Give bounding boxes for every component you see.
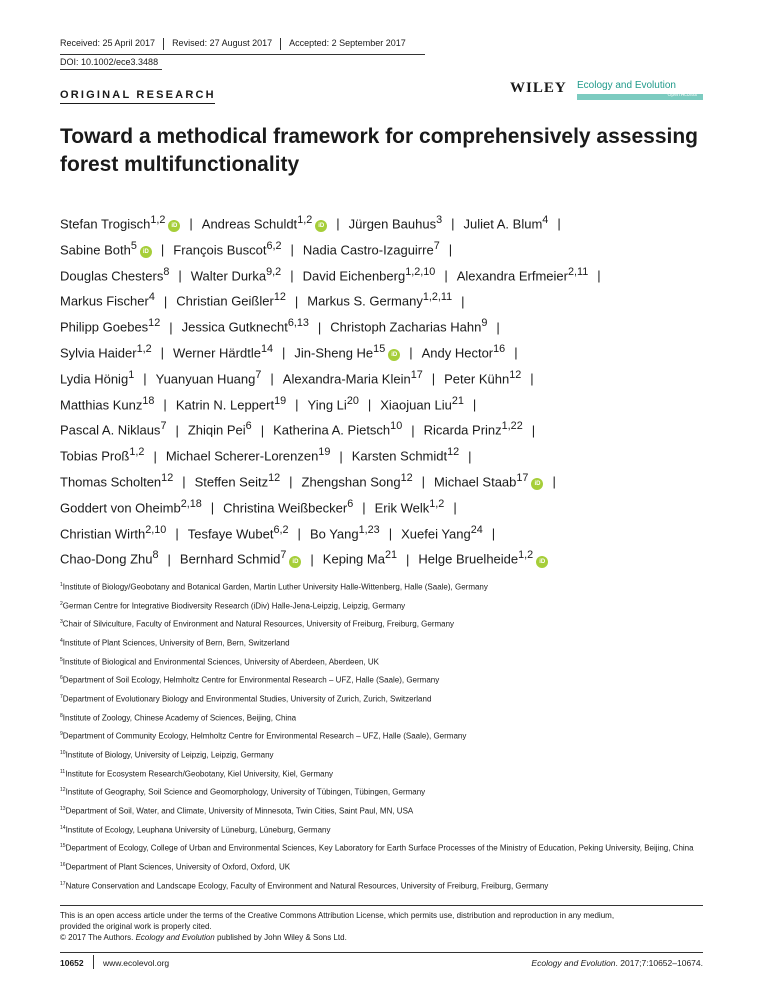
- affiliation-superscript: 15: [373, 342, 386, 355]
- affiliation-superscript: 2,18: [180, 497, 202, 510]
- author-separator: |: [189, 216, 193, 232]
- author-separator: |: [295, 396, 299, 412]
- author-name[interactable]: Ying Li: [307, 396, 347, 412]
- author-separator: |: [169, 319, 173, 335]
- author-name[interactable]: Erik Welk: [374, 500, 430, 516]
- author-separator: |: [210, 500, 215, 516]
- author-name[interactable]: Stefan Trogisch: [60, 216, 151, 232]
- affiliation-superscript: 1,2: [518, 549, 534, 562]
- affiliation: $^9$Department of Community Ecology, Helmholtz Centre for Environmental Research – UFZ, Halle (Saale), Germany: [60, 731, 467, 741]
- author-name[interactable]: Steffen Seitz: [194, 474, 269, 490]
- affiliation: $^1$Institute of Biology/Geobotany and Botanical Garden, Martin Luther University Halle-Wittenberg, Halle (Saale), Germany: [60, 582, 488, 592]
- author-name[interactable]: Matthias Kunz: [60, 396, 143, 412]
- author-name[interactable]: Andreas Schuldt: [201, 216, 298, 232]
- journal-citation: Ecology and Evolution. 2017;7:10652–10674.: [531, 958, 703, 968]
- affiliation-superscript: 12: [400, 471, 413, 484]
- affiliation: $^7$Department of Evolutionary Biology and Environmental Studies, University of Zurich, Zurich, Switzerland: [60, 693, 432, 704]
- author-name[interactable]: Tobias Proß: [60, 448, 130, 464]
- author-line: [60, 208, 720, 234]
- license-rule: [60, 905, 703, 906]
- affiliation-superscript: 9,2: [266, 265, 282, 278]
- author-name[interactable]: Xuefei Yang: [401, 525, 471, 541]
- author-name[interactable]: Nadia Castro-Izaguirre: [302, 242, 434, 258]
- author-name[interactable]: Christoph Zacharias Hahn: [330, 319, 482, 335]
- author-separator: |: [472, 396, 477, 412]
- author-separator: |: [282, 345, 286, 361]
- affiliation-superscript: 19: [274, 394, 287, 407]
- license-line: This is an open access article under the terms of the Creative Commons Attribution License, which permits use, distribution and reproduction in any medium,: [60, 911, 615, 920]
- affiliation-list: [60, 580, 720, 897]
- footer-divider: [93, 955, 94, 969]
- divider: [280, 38, 281, 50]
- author-name[interactable]: Lydia Hönig: [60, 371, 129, 387]
- publication-dates: [60, 38, 406, 50]
- affiliation-superscript: 1,23: [358, 523, 380, 536]
- author-line: [60, 466, 720, 492]
- affiliation: $^{17}$Nature Conservation and Landscape Ecology, Faculty of Environment and Natural Resources, University of Freiburg, Freiburg, Germany: [60, 880, 549, 891]
- author-separator: |: [317, 319, 322, 335]
- author-separator: |: [294, 293, 299, 309]
- revised-date: Revised: 27 August 2017: [172, 38, 273, 48]
- affiliation: $^8$Institute of Zoology, Chinese Academy of Sciences, Beijing, China: [60, 712, 297, 723]
- author-name[interactable]: Peter Kühn: [444, 371, 510, 387]
- author-list: [60, 208, 720, 569]
- author-separator: |: [388, 525, 393, 541]
- affiliation-superscript: 4: [542, 214, 549, 226]
- author-name[interactable]: Christian Geißler: [176, 293, 274, 309]
- author-name[interactable]: Markus S. Germany: [307, 293, 423, 309]
- author-name[interactable]: Alexandra-Maria Klein: [282, 371, 411, 387]
- affiliation: $^5$Institute of Biological and Environmental Sciences, University of Aberdeen, Aberdeen, UK: [60, 656, 379, 667]
- received-date: Received: 25 April 2017: [60, 38, 156, 48]
- affiliation-superscript: 1,2: [136, 342, 152, 355]
- author-separator: |: [290, 267, 294, 283]
- author-line: [60, 414, 720, 440]
- author-separator: |: [270, 371, 274, 387]
- affiliation-superscript: 17: [410, 368, 423, 381]
- author-name[interactable]: Jin-Sheng He: [294, 345, 374, 361]
- affiliation-superscript: 7: [280, 549, 287, 562]
- author-separator: |: [514, 345, 518, 361]
- author-separator: |: [153, 448, 157, 464]
- author-separator: |: [431, 371, 436, 387]
- author-name[interactable]: Yuanyuan Huang: [155, 371, 256, 387]
- orcid-icon[interactable]: iD: [289, 556, 301, 568]
- author-separator: |: [448, 242, 453, 258]
- author-separator: |: [160, 242, 165, 258]
- section-rule: [60, 103, 215, 104]
- author-separator: |: [411, 422, 415, 438]
- affiliation: $^{16}$Department of Plant Sciences, University of Oxford, Oxford, UK: [60, 861, 291, 872]
- orcid-icon[interactable]: iD: [536, 556, 548, 568]
- affiliation-superscript: 12: [273, 291, 286, 304]
- affiliation-superscript: 5: [130, 239, 137, 252]
- author-name[interactable]: Douglas Chesters: [60, 267, 164, 283]
- affiliation: $^{14}$Institute of Ecology, Leuphana University of Lüneburg, Lüneburg, Germany: [60, 824, 331, 835]
- author-name[interactable]: Jürgen Bauhus: [348, 216, 437, 232]
- license-notice: [60, 910, 710, 943]
- author-line: [60, 311, 720, 337]
- footer-rule: [60, 952, 703, 953]
- author-line: [60, 389, 720, 415]
- author-line: [60, 337, 720, 363]
- affiliation: $^6$Department of Soil Ecology, Helmholtz Centre for Environmental Research – UFZ, Halle (Saale), Germany: [60, 675, 440, 685]
- author-name[interactable]: Zhengshan Song: [301, 474, 401, 490]
- affiliation-superscript: 1,2,10: [405, 265, 436, 278]
- author-separator: |: [557, 216, 561, 232]
- author-name[interactable]: Thomas Scholten: [60, 474, 162, 490]
- affiliation-superscript: 19: [318, 446, 331, 459]
- author-separator: |: [297, 525, 301, 541]
- author-line: [60, 440, 720, 466]
- affiliation: $^{12}$Institute of Geography, Soil Science and Geomorphology, University of Tübingen, Tübingen, Germany: [60, 787, 426, 797]
- author-separator: |: [339, 448, 343, 464]
- affiliation-superscript: 2,11: [567, 265, 589, 278]
- affiliation-superscript: 12: [447, 446, 460, 459]
- author-separator: |: [421, 474, 425, 490]
- author-name[interactable]: Xiaojuan Liu: [380, 396, 452, 412]
- page-number: 10652: [60, 958, 84, 968]
- author-separator: |: [531, 422, 536, 438]
- author-name[interactable]: Karsten Schmidt: [351, 448, 448, 464]
- author-name[interactable]: Andy Hector: [421, 345, 494, 361]
- author-line: [60, 234, 720, 260]
- doi-rule: [60, 69, 162, 70]
- author-name[interactable]: Bo Yang: [309, 525, 359, 541]
- affiliation-superscript: 2,10: [145, 523, 167, 536]
- publisher-logo: WILEY: [510, 80, 567, 96]
- journal-website-link[interactable]: www.ecolevol.org: [103, 958, 170, 968]
- author-separator: |: [182, 474, 186, 490]
- affiliation-superscript: 17: [516, 471, 529, 484]
- author-name[interactable]: Helge Bruelheide: [418, 551, 519, 567]
- author-separator: |: [175, 422, 179, 438]
- author-name[interactable]: Philipp Goebes: [60, 319, 149, 335]
- affiliation: $^{15}$Department of Ecology, College of Urban and Environmental Sciences, Key Laboratory for Earth Surface Processes of the Ministry of Education, Peking University, Beijing, China: [60, 843, 694, 853]
- affiliation-superscript: 6: [245, 420, 252, 433]
- author-separator: |: [178, 267, 182, 283]
- author-separator: |: [260, 422, 265, 438]
- author-name[interactable]: Jessica Gutknecht: [181, 319, 288, 335]
- author-separator: |: [491, 525, 496, 541]
- author-separator: |: [496, 319, 500, 335]
- author-line: [60, 518, 720, 544]
- author-name[interactable]: Christina Weißbecker: [223, 500, 348, 516]
- author-name[interactable]: Alexandra Erfmeier: [456, 267, 568, 283]
- affiliation-superscript: 18: [142, 394, 155, 407]
- author-separator: |: [552, 474, 556, 490]
- affiliation-superscript: 1,2: [129, 446, 145, 459]
- affiliation: $^{10}$Institute of Biology, University of Leipzig, Leipzig, Germany: [60, 749, 274, 760]
- author-separator: |: [597, 267, 601, 283]
- author-separator: |: [530, 371, 534, 387]
- affiliation-superscript: 6,13: [287, 317, 309, 330]
- affiliation-superscript: 1,2: [429, 497, 445, 510]
- doi[interactable]: DOI: 10.1002/ece3.3488: [60, 57, 159, 67]
- affiliation: $^2$German Centre for Integrative Biodiversity Research (iDiv) Halle-Jena-Leipzig, Leipzig, Germany: [60, 600, 406, 611]
- affiliation-superscript: 1,22: [501, 420, 523, 433]
- article-title: Toward a methodical framework for comprehensively assessing forest multifunctionality: [60, 125, 698, 176]
- accepted-date: Accepted: 2 September 2017: [289, 38, 406, 48]
- orcid-icon[interactable]: iD: [315, 220, 327, 232]
- affiliation-superscript: 3: [436, 214, 443, 226]
- author-name[interactable]: Keping Ma: [322, 551, 385, 567]
- affiliation-superscript: 1,2: [297, 214, 313, 226]
- author-line: [60, 543, 720, 569]
- orcid-icon[interactable]: iD: [168, 220, 180, 232]
- author-separator: |: [163, 293, 168, 309]
- author-name[interactable]: Sylvia Haider: [60, 345, 137, 361]
- author-name[interactable]: Goddert von Oheimb: [60, 500, 181, 516]
- affiliation-superscript: 1: [128, 368, 135, 381]
- divider: [163, 38, 164, 50]
- affiliation-superscript: 4: [148, 291, 155, 304]
- author-name[interactable]: Zhiqin Pei: [187, 422, 246, 438]
- author-separator: |: [409, 345, 413, 361]
- author-line: [60, 363, 720, 389]
- affiliation-superscript: 1,2,11: [422, 291, 453, 304]
- author-separator: |: [453, 500, 457, 516]
- affiliation-superscript: 7: [160, 420, 167, 433]
- author-name[interactable]: Pascal A. Niklaus: [60, 422, 161, 438]
- author-separator: |: [362, 500, 366, 516]
- affiliation: $^4$Institute of Plant Sciences, University of Bern, Bern, Switzerland: [60, 637, 290, 648]
- affiliation-superscript: 7: [255, 368, 262, 381]
- author-name[interactable]: David Eichenberg: [302, 267, 406, 283]
- author-separator: |: [336, 216, 340, 232]
- author-name[interactable]: Katherina A. Pietsch: [273, 422, 391, 438]
- author-name[interactable]: Ricarda Prinz: [423, 422, 502, 438]
- affiliation: $^3$Chair of Silviculture, Faculty of Environment and Natural Resources, University of Freiburg, Freiburg, Germany: [60, 619, 455, 629]
- affiliation-superscript: 1,2: [150, 214, 166, 226]
- author-line: [60, 260, 720, 286]
- author-line: [60, 285, 720, 311]
- affiliation-superscript: 12: [509, 368, 522, 381]
- affiliation-superscript: 12: [268, 471, 281, 484]
- author-name[interactable]: Katrin N. Leppert: [175, 396, 275, 412]
- author-separator: |: [175, 525, 179, 541]
- affiliation-superscript: 9: [481, 317, 488, 330]
- affiliation: $^{13}$Department of Soil, Water, and Climate, University of Minnesota, Twin Cities, Saint Paul, MN, USA: [60, 805, 414, 816]
- journal-logo: Ecology and Evolution: [577, 80, 676, 91]
- author-separator: |: [167, 551, 171, 567]
- affiliation-superscript: 12: [161, 471, 174, 484]
- author-separator: |: [451, 216, 455, 232]
- author-name[interactable]: Chao-Dong Zhu: [60, 551, 153, 567]
- author-name[interactable]: Michael Staab: [434, 474, 517, 490]
- author-name[interactable]: Sabine Both: [60, 242, 131, 258]
- affiliation-superscript: 8: [163, 265, 170, 278]
- affiliation-superscript: 6,2: [266, 239, 282, 252]
- author-separator: |: [163, 396, 167, 412]
- author-separator: |: [406, 551, 410, 567]
- affiliation-superscript: 14: [260, 342, 273, 355]
- orcid-icon[interactable]: iD: [388, 349, 400, 361]
- affiliation-superscript: 12: [148, 317, 161, 330]
- affiliation-superscript: 8: [152, 549, 159, 562]
- author-separator: |: [160, 345, 165, 361]
- author-name[interactable]: Markus Fischer: [60, 293, 149, 309]
- open-access-label: Open Access: [667, 92, 697, 98]
- author-separator: |: [367, 396, 372, 412]
- author-separator: |: [310, 551, 314, 567]
- affiliation: $^{11}$Institute for Ecosystem Research/Geobotany, Kiel University, Kiel, Germany: [60, 768, 334, 779]
- author-line: [60, 492, 720, 518]
- affiliation-superscript: 16: [493, 342, 506, 355]
- affiliation-superscript: 6,2: [273, 523, 289, 536]
- author-name[interactable]: Walter Durka: [190, 267, 267, 283]
- author-separator: |: [289, 474, 293, 490]
- open-access-bar: [577, 94, 703, 100]
- author-name[interactable]: Werner Härdtle: [173, 345, 261, 361]
- orcid-icon[interactable]: iD: [531, 478, 543, 490]
- affiliation-superscript: 10: [390, 420, 403, 433]
- affiliation-superscript: 6: [347, 497, 354, 510]
- author-separator: |: [468, 448, 472, 464]
- author-name[interactable]: Juliet A. Blum: [463, 216, 543, 232]
- author-separator: |: [461, 293, 465, 309]
- copyright-line: © 2017 The Authors. Ecology and Evolution published by John Wiley & Sons Ltd.: [60, 933, 347, 942]
- author-separator: |: [444, 267, 448, 283]
- affiliation-superscript: 24: [470, 523, 483, 536]
- author-separator: |: [290, 242, 294, 258]
- affiliation-superscript: 21: [451, 394, 464, 407]
- author-name[interactable]: Christian Wirth: [60, 525, 146, 541]
- affiliation-superscript: 20: [346, 394, 359, 407]
- author-name[interactable]: François Buscot: [173, 242, 267, 258]
- header-rule: [60, 54, 425, 55]
- author-name[interactable]: Bernhard Schmid: [179, 551, 281, 567]
- license-line: provided the original work is properly cited.: [60, 922, 212, 931]
- orcid-icon[interactable]: iD: [140, 246, 152, 258]
- affiliation-superscript: 21: [384, 549, 397, 562]
- section-label: ORIGINAL RESEARCH: [60, 89, 216, 101]
- author-name[interactable]: Michael Scherer-Lorenzen: [165, 448, 319, 464]
- affiliation-superscript: 7: [433, 239, 440, 252]
- author-separator: |: [143, 371, 147, 387]
- author-name[interactable]: Tesfaye Wubet: [187, 525, 274, 541]
